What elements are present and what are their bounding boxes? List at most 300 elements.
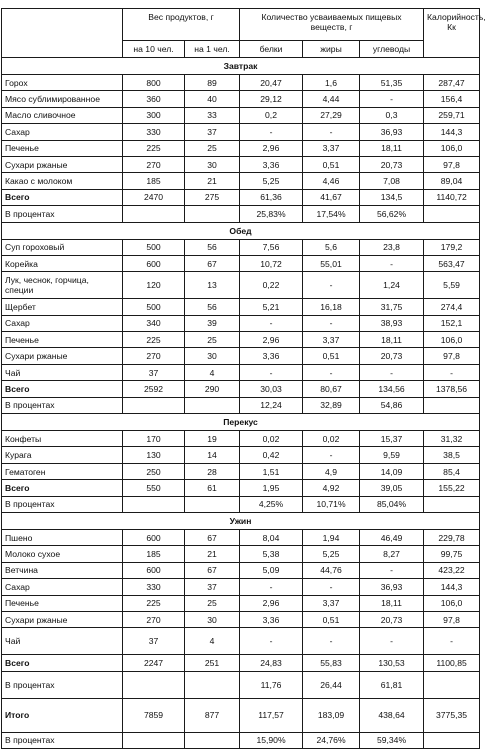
table-row	[2, 272, 480, 299]
row-label: Лук, чеснок, горчица, специи	[2, 272, 123, 299]
cell-weight-10: 37	[123, 364, 185, 380]
cell-protein: 4,25%	[240, 496, 303, 512]
cell-fat: 44,76	[303, 562, 360, 578]
cell-weight-1: 67	[185, 562, 240, 578]
percent-row	[2, 671, 480, 698]
cell-carbs: 438,64	[360, 698, 424, 732]
cell-weight-1: 30	[185, 156, 240, 172]
cell-carbs: 18,11	[360, 595, 424, 611]
cell-protein: 29,12	[240, 91, 303, 107]
cell-protein: 5,21	[240, 299, 303, 315]
cell-carbs: 38,93	[360, 315, 424, 331]
cell-weight-10: 270	[123, 156, 185, 172]
cell-weight-10: 250	[123, 463, 185, 479]
row-label: Сухари ржаные	[2, 348, 123, 364]
row-label: Курага	[2, 447, 123, 463]
table-row	[2, 173, 480, 189]
cell-protein: 1,51	[240, 463, 303, 479]
cell-weight-1: 67	[185, 255, 240, 271]
cell-protein: 11,76	[240, 671, 303, 698]
cell-weight-1: 33	[185, 107, 240, 123]
cell-fat: 5,25	[303, 546, 360, 562]
cell-carbs: 15,37	[360, 431, 424, 447]
cell-weight-10: 600	[123, 255, 185, 271]
cell-weight-1: 30	[185, 348, 240, 364]
cell-weight-10	[123, 496, 185, 512]
cell-weight-10: 225	[123, 332, 185, 348]
cell-fat: 41,67	[303, 189, 360, 205]
cell-fat: 4,9	[303, 463, 360, 479]
cell-weight-1: 251	[185, 655, 240, 671]
header-row	[2, 9, 480, 41]
cell-protein: 2,96	[240, 140, 303, 156]
row-label: Молоко сухое	[2, 546, 123, 562]
nutrition-table	[1, 8, 486, 749]
table-row	[2, 595, 480, 611]
cell-carbs: 14,09	[360, 463, 424, 479]
table-row	[2, 75, 480, 91]
row-label: Печенье	[2, 332, 123, 348]
cell-protein: 61,36	[240, 189, 303, 205]
grand-total-row	[2, 698, 480, 732]
cell-calorie: 1378,56	[424, 381, 480, 397]
cell-weight-10: 225	[123, 140, 185, 156]
cell-carbs: 36,93	[360, 124, 424, 140]
cell-calorie: 1140,72	[424, 189, 480, 205]
cell-carbs: 20,73	[360, 611, 424, 627]
cell-carbs: 23,8	[360, 239, 424, 255]
table-row	[2, 546, 480, 562]
section-header	[2, 512, 480, 529]
cell-calorie: 259,71	[424, 107, 480, 123]
cell-calorie: 156,4	[424, 91, 480, 107]
cell-weight-10: 270	[123, 348, 185, 364]
cell-weight-1	[185, 671, 240, 698]
cell-fat: 0,51	[303, 156, 360, 172]
row-label: Сахар	[2, 124, 123, 140]
table-row	[2, 124, 480, 140]
cell-weight-10: 800	[123, 75, 185, 91]
cell-calorie: 229,78	[424, 529, 480, 545]
section-title: Обед	[2, 222, 480, 239]
percent-row	[2, 397, 480, 413]
row-label: Всего	[2, 381, 123, 397]
cell-fat: 27,29	[303, 107, 360, 123]
cell-fat: 26,44	[303, 671, 360, 698]
row-label: Какао с молоком	[2, 173, 123, 189]
grand-percent-row	[2, 732, 480, 748]
table-row	[2, 431, 480, 447]
cell-calorie: 97,8	[424, 611, 480, 627]
cell-fat: -	[303, 364, 360, 380]
cell-protein: 2,96	[240, 595, 303, 611]
cell-fat: 0,51	[303, 611, 360, 627]
cell-protein: -	[240, 628, 303, 655]
section-header	[2, 222, 480, 239]
cell-calorie: 287,47	[424, 75, 480, 91]
table-row	[2, 140, 480, 156]
cell-protein: 0,22	[240, 272, 303, 299]
table-row	[2, 255, 480, 271]
cell-weight-1: 4	[185, 628, 240, 655]
cell-weight-1: 14	[185, 447, 240, 463]
cell-weight-10: 300	[123, 107, 185, 123]
cell-calorie: -	[424, 364, 480, 380]
cell-calorie	[424, 496, 480, 512]
cell-protein: 24,83	[240, 655, 303, 671]
cell-fat: -	[303, 579, 360, 595]
header-calorie: Калорийность, Кк	[424, 9, 480, 58]
cell-weight-1: 67	[185, 529, 240, 545]
cell-fat: -	[303, 315, 360, 331]
cell-fat: -	[303, 272, 360, 299]
cell-calorie: 155,22	[424, 480, 480, 496]
cell-weight-10	[123, 671, 185, 698]
cell-carbs: 7,08	[360, 173, 424, 189]
cell-protein: -	[240, 579, 303, 595]
cell-carbs: -	[360, 628, 424, 655]
cell-weight-1: 40	[185, 91, 240, 107]
table-row	[2, 348, 480, 364]
table-row	[2, 332, 480, 348]
row-label: Сухари ржаные	[2, 156, 123, 172]
header-protein: белки	[240, 41, 303, 58]
cell-protein: 2,96	[240, 332, 303, 348]
cell-weight-1: 37	[185, 124, 240, 140]
cell-calorie: 152,1	[424, 315, 480, 331]
cell-weight-1: 39	[185, 315, 240, 331]
total-row	[2, 655, 480, 671]
cell-fat: 55,83	[303, 655, 360, 671]
cell-calorie: 106,0	[424, 140, 480, 156]
cell-carbs: 134,56	[360, 381, 424, 397]
header-per1: на 1 чел.	[185, 41, 240, 58]
cell-protein: -	[240, 364, 303, 380]
cell-carbs: 39,05	[360, 480, 424, 496]
row-label: Сухари ржаные	[2, 611, 123, 627]
cell-carbs: 59,34%	[360, 732, 424, 748]
cell-calorie: 99,75	[424, 546, 480, 562]
cell-weight-1: 290	[185, 381, 240, 397]
cell-carbs: 9,59	[360, 447, 424, 463]
cell-fat: 4,46	[303, 173, 360, 189]
cell-fat: 1,94	[303, 529, 360, 545]
cell-calorie: 106,0	[424, 332, 480, 348]
cell-weight-1: 4	[185, 364, 240, 380]
cell-protein: 25,83%	[240, 206, 303, 222]
cell-carbs: 18,11	[360, 332, 424, 348]
row-label: Пшено	[2, 529, 123, 545]
cell-calorie	[424, 206, 480, 222]
cell-weight-10: 600	[123, 529, 185, 545]
cell-calorie	[424, 732, 480, 748]
cell-weight-10: 330	[123, 124, 185, 140]
cell-weight-10	[123, 397, 185, 413]
cell-carbs: 0,3	[360, 107, 424, 123]
cell-calorie	[424, 671, 480, 698]
cell-weight-10: 340	[123, 315, 185, 331]
cell-carbs: -	[360, 255, 424, 271]
cell-calorie: 31,32	[424, 431, 480, 447]
cell-weight-10: 185	[123, 173, 185, 189]
cell-carbs: 31,75	[360, 299, 424, 315]
table-row	[2, 447, 480, 463]
cell-fat: 3,37	[303, 140, 360, 156]
cell-weight-10: 37	[123, 628, 185, 655]
total-row	[2, 480, 480, 496]
table-row	[2, 463, 480, 479]
cell-carbs: 36,93	[360, 579, 424, 595]
cell-protein: 20,47	[240, 75, 303, 91]
total-row	[2, 189, 480, 205]
cell-calorie: 3775,35	[424, 698, 480, 732]
cell-protein: 12,24	[240, 397, 303, 413]
row-label: Всего	[2, 189, 123, 205]
header-empty	[2, 9, 123, 58]
cell-protein: 0,2	[240, 107, 303, 123]
cell-weight-1	[185, 397, 240, 413]
cell-carbs: 20,73	[360, 348, 424, 364]
section-title: Ужин	[2, 512, 480, 529]
cell-weight-1: 61	[185, 480, 240, 496]
table-row	[2, 315, 480, 331]
cell-calorie: 5,59	[424, 272, 480, 299]
cell-protein: 0,42	[240, 447, 303, 463]
cell-protein: 3,36	[240, 348, 303, 364]
total-row	[2, 381, 480, 397]
table-row	[2, 579, 480, 595]
cell-protein: 1,95	[240, 480, 303, 496]
cell-weight-10	[123, 206, 185, 222]
cell-weight-10: 550	[123, 480, 185, 496]
cell-fat: 3,37	[303, 332, 360, 348]
cell-fat: 1,6	[303, 75, 360, 91]
cell-carbs: 56,62%	[360, 206, 424, 222]
cell-calorie: 97,8	[424, 156, 480, 172]
cell-weight-10: 270	[123, 611, 185, 627]
table-row	[2, 156, 480, 172]
cell-weight-1	[185, 206, 240, 222]
cell-weight-10: 360	[123, 91, 185, 107]
cell-weight-1: 28	[185, 463, 240, 479]
cell-weight-1: 25	[185, 595, 240, 611]
cell-weight-10: 2592	[123, 381, 185, 397]
table-row	[2, 611, 480, 627]
row-label: В процентах	[2, 206, 123, 222]
section-title: Завтрак	[2, 58, 480, 75]
header-nutrients-group: Количество усваиваемых пищевых веществ, г	[240, 9, 424, 41]
row-label: Горох	[2, 75, 123, 91]
table-row	[2, 364, 480, 380]
cell-calorie: 144,3	[424, 124, 480, 140]
cell-calorie	[424, 397, 480, 413]
cell-calorie: 563,47	[424, 255, 480, 271]
cell-weight-10: 225	[123, 595, 185, 611]
cell-fat: -	[303, 447, 360, 463]
row-label: Ветчина	[2, 562, 123, 578]
cell-calorie: 38,5	[424, 447, 480, 463]
cell-weight-10: 500	[123, 239, 185, 255]
percent-row	[2, 496, 480, 512]
cell-weight-1	[185, 732, 240, 748]
cell-protein: -	[240, 124, 303, 140]
row-label: Печенье	[2, 595, 123, 611]
cell-carbs: 85,04%	[360, 496, 424, 512]
row-label: В процентах	[2, 397, 123, 413]
percent-row	[2, 206, 480, 222]
cell-carbs: 20,73	[360, 156, 424, 172]
cell-calorie: 106,0	[424, 595, 480, 611]
cell-weight-10	[123, 732, 185, 748]
cell-calorie: 89,04	[424, 173, 480, 189]
table-body	[2, 9, 486, 749]
cell-carbs: 8,27	[360, 546, 424, 562]
cell-fat: 10,71%	[303, 496, 360, 512]
header-per10: на 10 чел.	[123, 41, 185, 58]
cell-calorie: 423,22	[424, 562, 480, 578]
cell-carbs: 61,81	[360, 671, 424, 698]
cell-carbs: -	[360, 364, 424, 380]
cell-weight-10: 170	[123, 431, 185, 447]
cell-weight-10: 2247	[123, 655, 185, 671]
cell-weight-1: 877	[185, 698, 240, 732]
cell-carbs: -	[360, 562, 424, 578]
cell-weight-10: 7859	[123, 698, 185, 732]
cell-calorie: 274,4	[424, 299, 480, 315]
cell-fat: 5,6	[303, 239, 360, 255]
cell-protein: 5,38	[240, 546, 303, 562]
row-label: Печенье	[2, 140, 123, 156]
cell-weight-10: 600	[123, 562, 185, 578]
cell-carbs: 51,35	[360, 75, 424, 91]
cell-carbs: 134,5	[360, 189, 424, 205]
cell-weight-1: 56	[185, 299, 240, 315]
table-row	[2, 239, 480, 255]
row-label: Корейка	[2, 255, 123, 271]
cell-fat: 80,67	[303, 381, 360, 397]
row-label: Итого	[2, 698, 123, 732]
cell-protein: 8,04	[240, 529, 303, 545]
cell-calorie: 144,3	[424, 579, 480, 595]
cell-fat: 32,89	[303, 397, 360, 413]
row-label: Сахар	[2, 579, 123, 595]
row-label: В процентах	[2, 496, 123, 512]
cell-fat: 4,92	[303, 480, 360, 496]
section-header	[2, 414, 480, 431]
header-weight-group: Вес продуктов, г	[123, 9, 240, 41]
cell-weight-1: 13	[185, 272, 240, 299]
cell-weight-10: 120	[123, 272, 185, 299]
cell-weight-1: 25	[185, 140, 240, 156]
table-row	[2, 562, 480, 578]
cell-calorie: -	[424, 628, 480, 655]
cell-weight-1: 37	[185, 579, 240, 595]
cell-fat: 3,37	[303, 595, 360, 611]
cell-weight-1: 21	[185, 173, 240, 189]
cell-carbs: 54,86	[360, 397, 424, 413]
header-carbs: углеводы	[360, 41, 424, 58]
cell-fat: 0,51	[303, 348, 360, 364]
cell-calorie: 85,4	[424, 463, 480, 479]
table-row	[2, 107, 480, 123]
cell-weight-1: 25	[185, 332, 240, 348]
cell-fat: 24,76%	[303, 732, 360, 748]
row-label: Чай	[2, 364, 123, 380]
cell-weight-10: 330	[123, 579, 185, 595]
row-label: Мясо сублимированное	[2, 91, 123, 107]
cell-fat: -	[303, 124, 360, 140]
cell-protein: 117,57	[240, 698, 303, 732]
table-row	[2, 299, 480, 315]
row-label: Всего	[2, 480, 123, 496]
table-row	[2, 529, 480, 545]
cell-protein: 10,72	[240, 255, 303, 271]
section-title: Перекус	[2, 414, 480, 431]
cell-calorie: 179,2	[424, 239, 480, 255]
cell-weight-10: 500	[123, 299, 185, 315]
cell-protein: 7,56	[240, 239, 303, 255]
row-label: Сахар	[2, 315, 123, 331]
cell-protein: 0,02	[240, 431, 303, 447]
cell-carbs: 18,11	[360, 140, 424, 156]
cell-weight-1: 30	[185, 611, 240, 627]
cell-carbs: 130,53	[360, 655, 424, 671]
cell-protein: -	[240, 315, 303, 331]
row-label: Конфеты	[2, 431, 123, 447]
row-label: Чай	[2, 628, 123, 655]
cell-protein: 15,90%	[240, 732, 303, 748]
cell-weight-10: 2470	[123, 189, 185, 205]
row-label: Щербет	[2, 299, 123, 315]
cell-protein: 3,36	[240, 611, 303, 627]
cell-fat: 16,18	[303, 299, 360, 315]
cell-weight-1: 21	[185, 546, 240, 562]
cell-carbs: 1,24	[360, 272, 424, 299]
cell-fat: 55,01	[303, 255, 360, 271]
cell-fat: 17,54%	[303, 206, 360, 222]
cell-weight-1: 89	[185, 75, 240, 91]
cell-protein: 30,03	[240, 381, 303, 397]
section-header	[2, 58, 480, 75]
row-label: Всего	[2, 655, 123, 671]
cell-weight-10: 130	[123, 447, 185, 463]
cell-protein: 5,09	[240, 562, 303, 578]
row-label: Суп гороховый	[2, 239, 123, 255]
table-row	[2, 628, 480, 655]
cell-carbs: -	[360, 91, 424, 107]
row-label: Масло сливочное	[2, 107, 123, 123]
cell-calorie: 97,8	[424, 348, 480, 364]
cell-fat: 183,09	[303, 698, 360, 732]
row-label: В процентах	[2, 732, 123, 748]
cell-weight-10: 185	[123, 546, 185, 562]
row-label: В процентах	[2, 671, 123, 698]
cell-weight-1: 56	[185, 239, 240, 255]
cell-fat: -	[303, 628, 360, 655]
cell-protein: 5,25	[240, 173, 303, 189]
cell-weight-1	[185, 496, 240, 512]
cell-fat: 4,44	[303, 91, 360, 107]
cell-protein: 3,36	[240, 156, 303, 172]
cell-weight-1: 19	[185, 431, 240, 447]
cell-weight-1: 275	[185, 189, 240, 205]
header-fat: жиры	[303, 41, 360, 58]
cell-calorie: 1100,85	[424, 655, 480, 671]
row-label: Гематоген	[2, 463, 123, 479]
cell-fat: 0,02	[303, 431, 360, 447]
cell-carbs: 46,49	[360, 529, 424, 545]
table-row	[2, 91, 480, 107]
